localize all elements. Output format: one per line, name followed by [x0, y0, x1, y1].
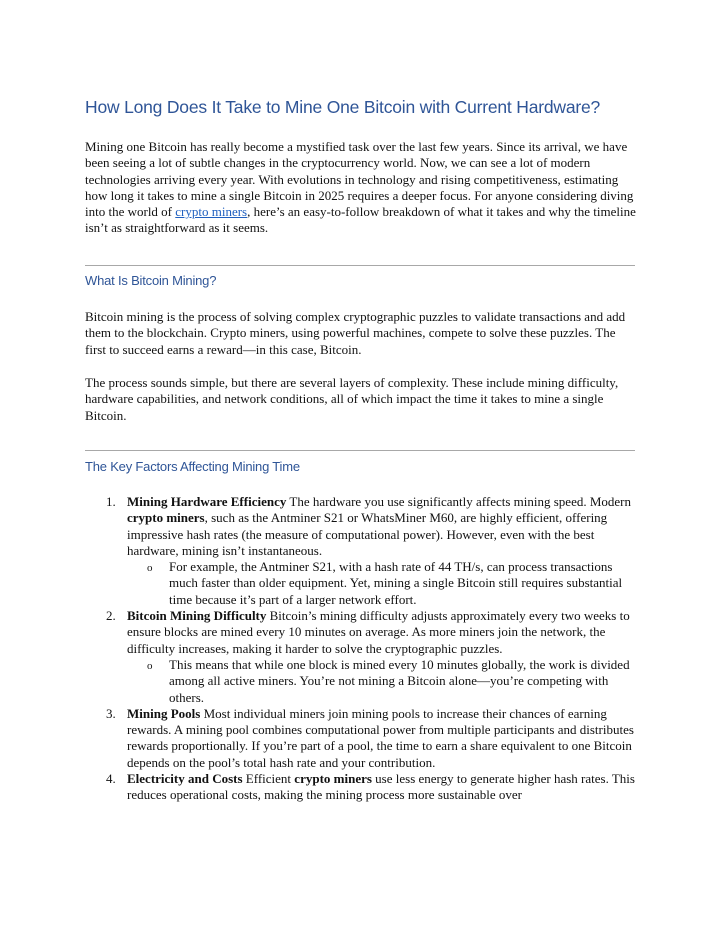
item-text: use less energy to generate higher hash rates. This reduces operational costs, making the mining process more sustainable over — [127, 771, 635, 803]
item-title: Mining Hardware Efficiency — [127, 494, 287, 509]
list-item — [85, 706, 635, 771]
item-text: Most individual miners join mining pools to increase their chances of earning rewards. A mining pool combines computational power from multiple participants and distributes rewards proportionally. If you’re part of a pool, the time to earn a share equivalent to one Bitcoin depends on the pool’s total hash rate and your contribution. — [127, 705, 634, 770]
item-title: Bitcoin Mining Difficulty — [127, 608, 267, 624]
sub-list-item — [127, 657, 635, 706]
item-title: Mining Pools — [127, 705, 201, 721]
sub-list-item — [127, 559, 635, 608]
section-heading-what-is-mining: What Is Bitcoin Mining? — [85, 273, 217, 288]
list-item — [85, 608, 635, 706]
list-number: 2. — [106, 608, 116, 624]
intro-text-before: Mining one Bitcoin has really become a mystified task over the last few years. Since its arrival, we have been seeing a lot of subtle changes in the cryptocurrency world. Now, we can see a lot of modern technologies arriving every year. With evolutions in technology and rising competitiveness, estimating how long it takes to mine a single Bitcoin in 2025 requires a deeper focus. For anyone considering diving into the world of — [85, 139, 634, 220]
item-text: The hardware you use significantly affects mining speed. Modern — [286, 494, 632, 509]
sub-list — [127, 657, 635, 706]
list-number: 4. — [106, 771, 116, 787]
mining-definition-paragraph: Bitcoin mining is the process of solving complex cryptographic puzzles to validate transactions and add them to the blockchain. Crypto miners, using powerful machines, compete to solve these puzzles. The first to succeed earns a reward—in this case, Bitcoin. — [85, 309, 626, 357]
intro-text-after: , here’s an easy-to-follow breakdown of what it takes and why the timeline isn’t as straightforward as it seems. — [85, 204, 636, 236]
sub-item-text: For example, the Antminer S21, with a hash rate of 44 TH/s, can process transactions much faster than older equipment. Yet, mining a single Bitcoin still requires substantial time because it’s part of a larger network effort. — [169, 559, 623, 607]
bullet-icon: o — [147, 659, 153, 672]
page-title: How Long Does It Take to Mine One Bitcoin with Current Hardware? — [85, 97, 601, 117]
bullet-icon: o — [147, 562, 153, 575]
key-factors-list — [85, 494, 635, 804]
mining-complexity-paragraph: The process sounds simple, but there are several layers of complexity. These include mining difficulty, hardware capabilities, and network conditions, all of which impact the time it takes to mine a single Bitcoin. — [85, 375, 619, 423]
crypto-miners-link[interactable]: crypto miners — [175, 204, 248, 220]
item-text: Efficient — [242, 771, 295, 787]
intro-paragraph — [85, 139, 637, 237]
section-divider — [85, 450, 635, 451]
sub-item-text: This means that while one block is mined every 10 minutes globally, the work is divided among all active miners. You’re not mining a Bitcoin alone—you’re competing with others. — [169, 656, 630, 705]
item-bold-term: crypto miners — [127, 510, 205, 526]
item-bold-term: crypto miners — [294, 771, 372, 787]
section-divider — [85, 265, 635, 266]
item-text: , such as the Antminer S21 or WhatsMiner M60, are highly efficient, offering impressive hash rates (the measure of computational power). However, even with the best hardware, mining isn’t instantaneous. — [127, 510, 608, 558]
list-number: 3. — [106, 705, 116, 721]
item-text: Bitcoin’s mining difficulty adjusts approximately every two weeks to ensure blocks are mined every 10 minutes on average. As more miners join the network, the difficulty increases, making it harder to solve the cryptographic puzzles. — [127, 608, 630, 656]
section-heading-key-factors: The Key Factors Affecting Mining Time — [85, 459, 300, 474]
list-item — [85, 771, 635, 804]
sub-list — [127, 559, 635, 608]
list-item — [85, 494, 635, 608]
item-title: Electricity and Costs — [127, 771, 243, 787]
list-number: 1. — [106, 494, 116, 509]
